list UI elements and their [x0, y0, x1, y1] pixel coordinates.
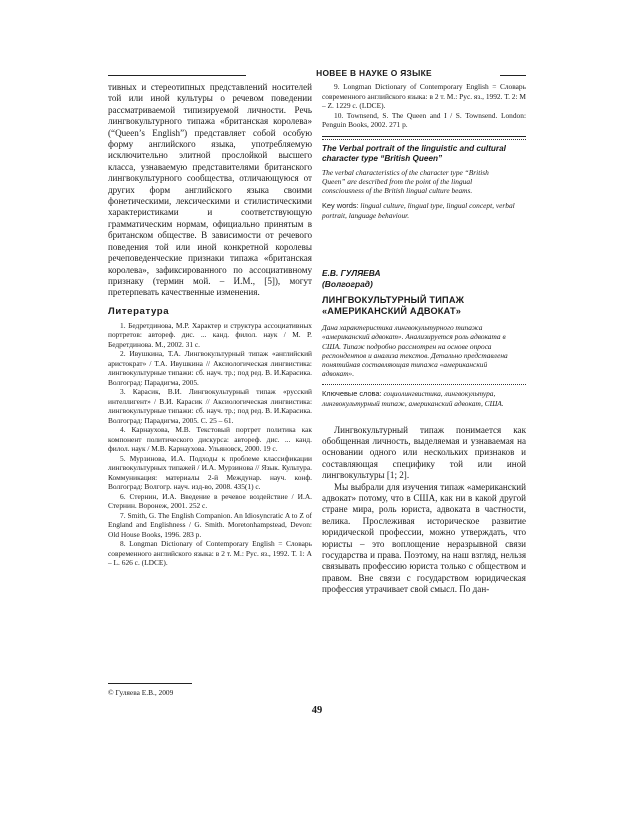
keywords-value: lingual culture, lingual type, lingual concept, verbal portrait, language behaviour. [322, 201, 515, 220]
keywords-label-ru: Ключевые слова: [322, 389, 382, 399]
copyright-note: © Гуляева Е.В., 2009 [108, 688, 174, 697]
author-name: Е.В. ГУЛЯЕВА [322, 268, 381, 279]
body-paragraph-2: Мы выбрали для изучения типаж «американский адвокат» потому, что в США, как ни в какой другой стране мира, роль юриста, адвоката в частности, велика. Прослеживая историческое развитие юридической профессии, можно утверждать, что юристы – это воплощение неразрывной связи государства и права. Поэтому, на наш взгляд, нельзя связывать профессию юриста только с обществом и правом. Вне связи с государством юридическая профессия утрачивает свой смысл. По дан- [322, 481, 526, 595]
body-paragraph-1: Лингвокультурный типаж понимается как обобщенная личность, выделяемая и узнаваемая на основании одного или нескольких признаков и составляющая специфику той или иной лингвокультуры [1; 2]. [322, 424, 526, 481]
english-article-title: The Verbal portrait of the linguistic and cultural character type “British Queen” [322, 143, 506, 163]
separator-rule [322, 136, 526, 137]
reference-item: 8. Longman Dictionary of Contemporary English = Словарь современного английского языка: в 2 т. М.: Рус. яз., 1992. Т. 1: A – L. 626 c. (LDCE). [108, 539, 312, 568]
reference-list-continued [322, 82, 526, 130]
reference-item: 10. Townsend, S. The Queen and I / S. Townsend. London: Penguin Books, 2002. 271 p. [322, 110, 526, 129]
russian-abstract: Дана характеристика лингвокультурного типажа «американский адвокат». Анализируется роль адвоката в США. Типаж подробно рассмотрен на основе опроса респондентов и анализа текстов. Детально представлена понятийная составляющая типажа «американский адвокат». [322, 323, 508, 379]
russian-keywords [322, 389, 526, 408]
section-title: НОВЕЕ В НАУКЕ О ЯЗЫКЕ [316, 68, 432, 78]
reference-item: 9. Longman Dictionary of Contemporary English = Словарь современного английского языка: в 2 т. М.: Рус. яз., 1992. Т. 2: M – Z. 1229 c. (LDCE). [322, 82, 526, 110]
right-column [322, 82, 526, 596]
footnote-rule [108, 683, 192, 684]
reference-list [108, 321, 312, 568]
english-keywords [322, 201, 526, 220]
literature-heading: Литература [108, 305, 170, 317]
body-text [108, 82, 312, 299]
header-rule-left [108, 75, 246, 76]
left-column [108, 82, 312, 568]
reference-item: 7. Smith, G. The English Companion. An Idiosyncratic A to Z of England and Englishness / G. Smith. Moretonhampstead, Devon: Old House Books, 1996. 283 p. [108, 510, 312, 539]
reference-item: 1. Бедретдинова, М.Р. Характер и структура ассоциативных портретов: автореф. дис. ... канд. филол. наук / М. Р. Бедретдинова. М., 2002. 31 с. [108, 320, 312, 349]
dotted-separator [322, 139, 526, 140]
reference-item: 4. Карнаухова, М.В. Текстовый портрет политика как компонент политического дискурса: автореф. дис. ... канд. филол. наук / М.В. Карнаухова. Ульяновск, 2000. 19 с. [108, 425, 312, 454]
running-header [108, 68, 526, 82]
reference-item: 6. Стернин, И.А. Введение в речевое воздействие / И.А. Стернин. Воронеж, 2001. 252 с. [108, 491, 312, 511]
english-abstract: The verbal characteristics of the character type “British Queen” are described from the point of the lingual consciousness of the British lingual culture beams. [322, 167, 489, 195]
body-paragraph: тивных и стереотипных представлений носителей той или иной культуры о речевом поведении рассматриваемой типизируемой личности. Речь лингвокультурного типажа «британская королева» (“Queen’s English”) представляет собой особую форму английского языка, употребляемую исключительно элитной прослойкой высшего класса, узнаваемую представителями британского лингвокультурного сообщества, отличающуюся от других форм английского языка своими фонетическими, лексическими и стилистическими характеристиками и соответствующую грамматическим нормам, официально принятым в британском обществе. В зависимости от речевого поведения той или иной конкретной королевы речеповеденческие признаки типажа «британская королева», зафиксированного по ассоциативному признаку (термин мой. – И.М., [5]), могут претерпевать качественные изменения. [108, 82, 312, 298]
article-title: ЛИНГВОКУЛЬТУРНЫЙ ТИПАЖ «АМЕРИКАНСКИЙ АДВОКАТ» [322, 295, 465, 317]
page-number: 49 [311, 705, 323, 716]
reference-item: 2. Ивушкина, Т.А. Лингвокультурный типаж «английский аристократ» / Т.А. Ивушкина // Аксиологическая лингвистика: лингвокультурные типажи: сб. науч. тр.; под ред. В. И.Карасика. Волгоград: Парадигма, 2005. [108, 349, 312, 387]
reference-item: 5. Мурзинова, И.А. Подходы к проблеме классификации лингвокультурных типажей / И.А. Мурзинова // Язык. Культура. Коммуникация: материалы 2-й Междунар. науч. конф. Волгоград: Волгогр. науч. изд-во, 2008. 435(1) с. [108, 453, 312, 492]
keywords-label: Key words: [322, 201, 359, 211]
dotted-separator-2 [322, 384, 526, 385]
author-city: (Волгоград) [322, 278, 373, 289]
header-rule-right [500, 75, 526, 76]
reference-item: 3. Карасик, В.И. Лингвокультурный типаж «русский интеллигент» / В.И. Карасик // Аксиологическая лингвистика: лингвокультурные типажи: сб. науч. тр.; под ред. В. И.Карасика. Волгоград: Парадигма, 2005. С. 25 – 61. [108, 387, 312, 425]
keywords-value-ru: социолингвистика, лингвокультура, лингвокультурный типаж, американский адвокат, США. [322, 389, 504, 408]
